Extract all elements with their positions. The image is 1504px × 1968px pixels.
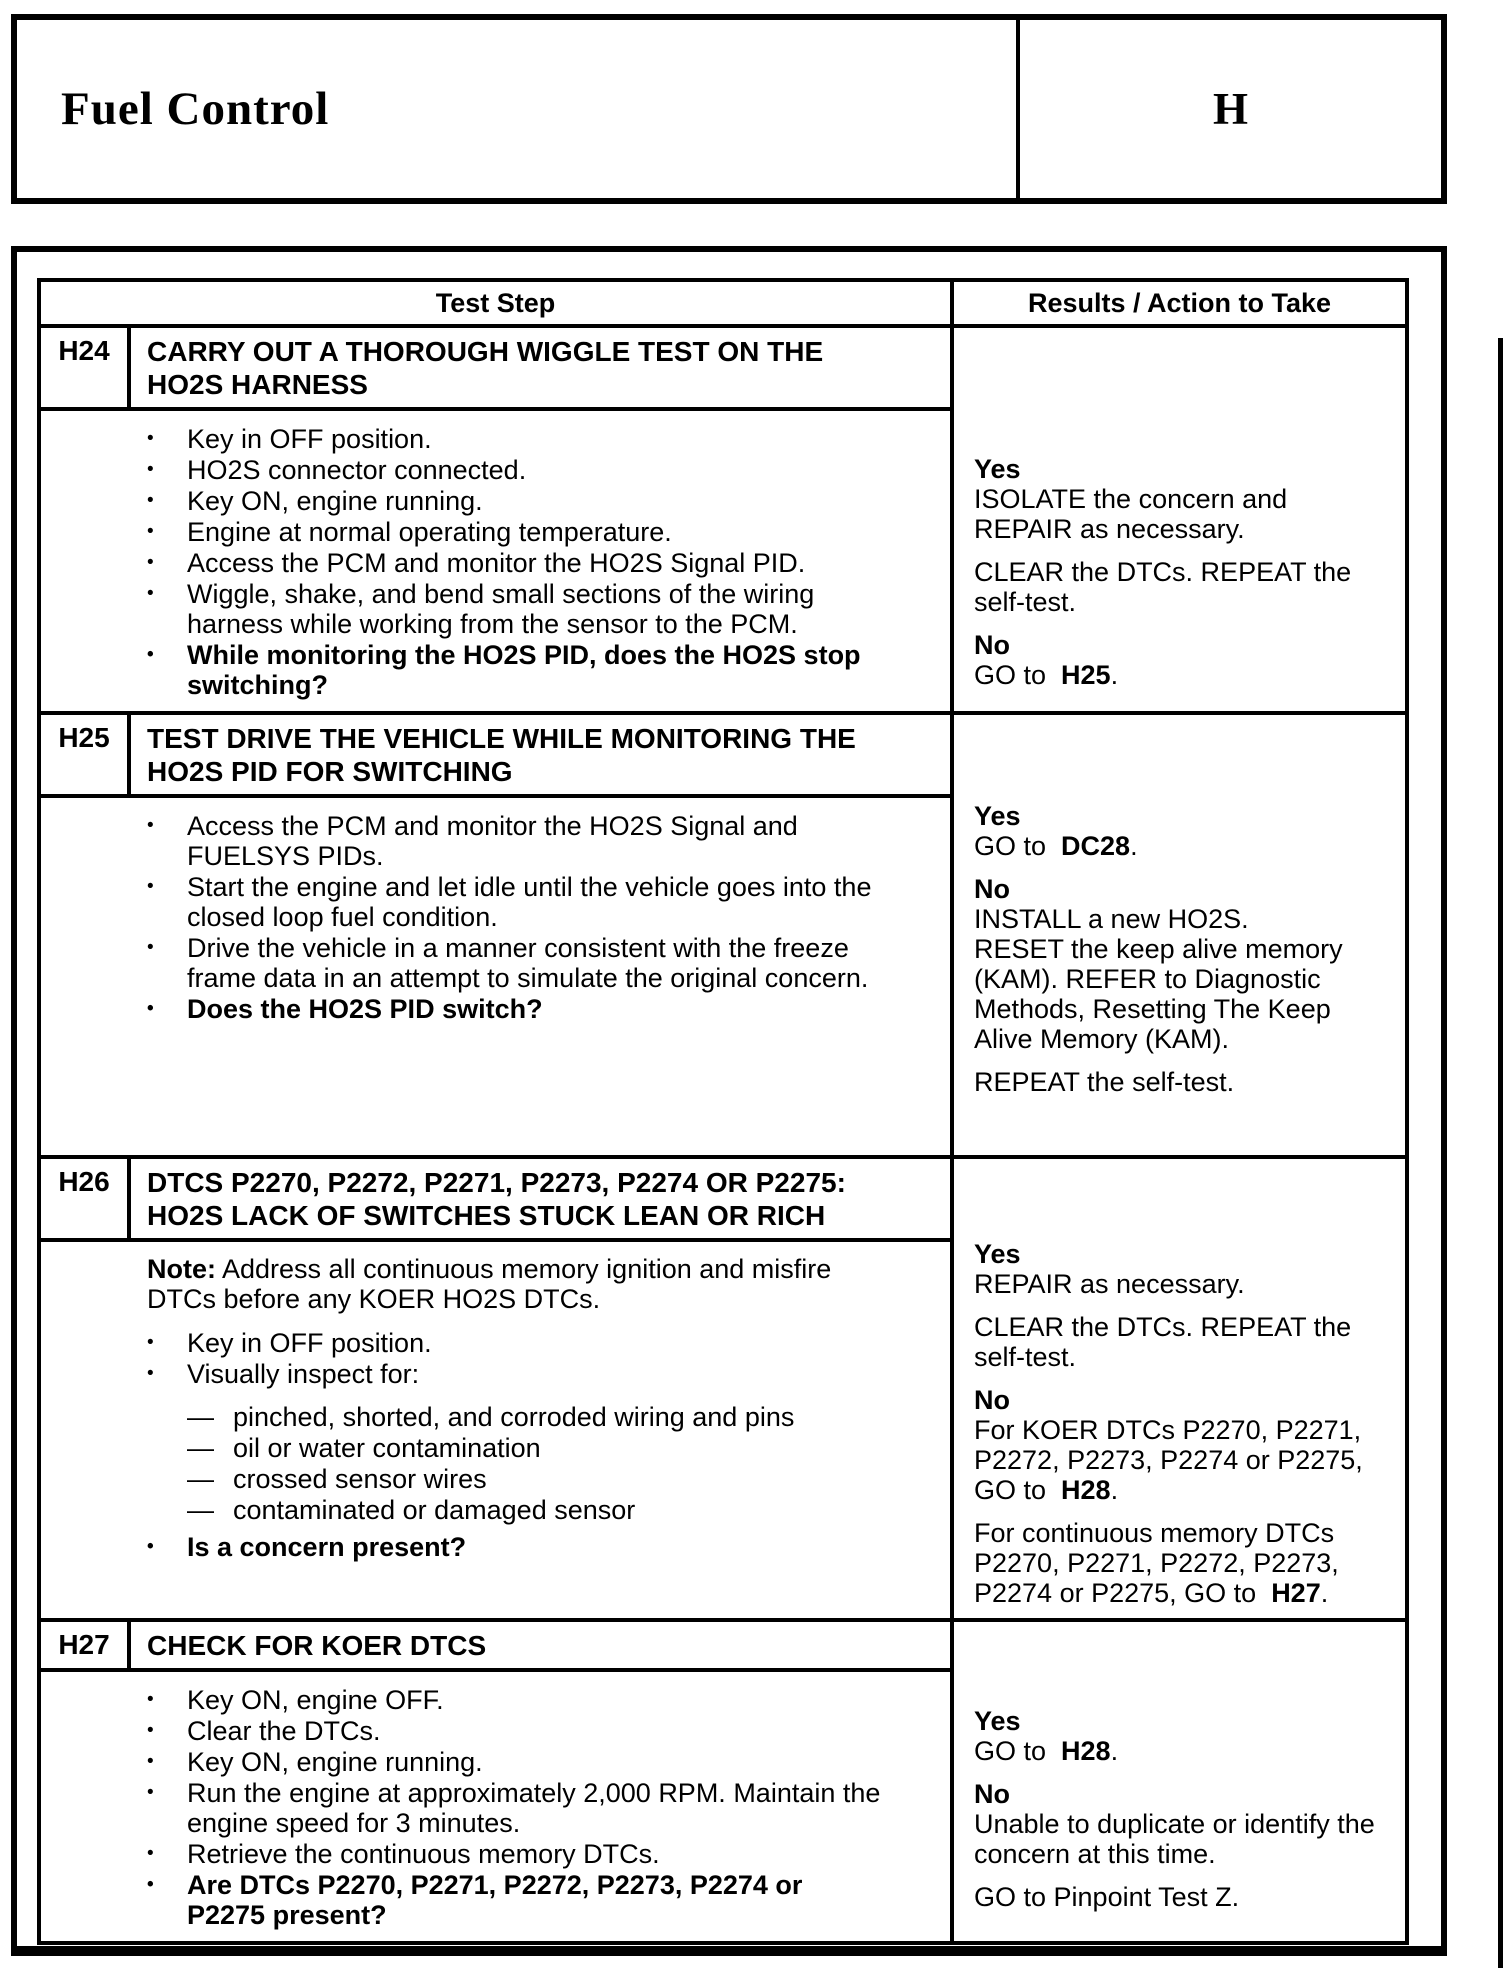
bullet-icon: • [147, 1536, 154, 1557]
step-bullet [147, 517, 926, 547]
result-paragraph [974, 1882, 1393, 1912]
result-answer: Yes [974, 1239, 1021, 1269]
step-text: Key ON, engine OFF. [187, 1685, 444, 1715]
result-answer: No [974, 874, 1010, 904]
dash-icon: — [187, 1464, 214, 1494]
step-text: Visually inspect for: [187, 1359, 420, 1389]
step-note [147, 1254, 859, 1314]
note-text: Address all continuous memory ignition and misfire DTCs before any KOER HO2S DTCs. [147, 1254, 832, 1314]
step-title-line: HO2S HARNESS [147, 369, 368, 400]
step-bullet [147, 1359, 926, 1389]
bullet-icon: • [147, 521, 154, 542]
test-row-h25 [41, 711, 1405, 1155]
note-text: Note: [147, 1254, 216, 1284]
dash-item [187, 1464, 926, 1494]
step-title [131, 1622, 950, 1668]
step-results-cell [954, 1622, 1405, 1941]
result-text: . [1110, 1736, 1119, 1766]
result-text: CLEAR the DTCs. REPEAT the self-test. [974, 557, 1352, 617]
bullet-icon: • [147, 1751, 154, 1772]
step-title-line: CARRY OUT A THOROUGH WIGGLE TEST ON THE [147, 336, 824, 367]
result-text: GO to [974, 831, 1062, 861]
step-bullet [147, 1839, 926, 1869]
step-text: Key ON, engine running. [187, 1747, 483, 1777]
step-bullet [147, 486, 926, 516]
bullet-icon: • [147, 1332, 154, 1353]
step-title [131, 328, 950, 407]
step-instructions [41, 1242, 950, 1618]
result-text: H28 [1061, 1475, 1111, 1505]
bullet-icon: • [147, 876, 154, 897]
bullet-icon: • [147, 428, 154, 449]
bullet-icon: • [147, 1843, 154, 1864]
dash-item [187, 1495, 926, 1525]
dash-list [187, 1402, 926, 1525]
dash-icon: — [187, 1402, 214, 1432]
step-text: Is a concern present? [187, 1532, 467, 1562]
step-text: Drive the vehicle in a manner consistent with the freeze frame data in an attempt to simulate the original concern. [187, 933, 869, 993]
bullet-icon: • [147, 1363, 154, 1384]
dash-item [187, 1433, 926, 1463]
step-text: Engine at normal operating temperature. [187, 517, 672, 547]
step-title [131, 715, 950, 794]
column-header-results: Results / Action to Take [1027, 287, 1332, 318]
step-title-band [41, 1622, 950, 1672]
step-bullet [147, 455, 926, 485]
step-text: Access the PCM and monitor the HO2S Signal and FUELSYS PIDs. [187, 811, 798, 871]
result-text: H27 [1271, 1578, 1321, 1608]
result-text: REPEAT the self-test. [974, 1067, 1235, 1097]
result-paragraph [974, 874, 1393, 1054]
step-bullet [147, 1716, 926, 1746]
step-title-line: CHECK FOR KOER DTCS [147, 1630, 487, 1661]
result-paragraph [974, 801, 1393, 861]
bullet-icon: • [147, 1720, 154, 1741]
step-bullet [147, 1870, 926, 1930]
result-text: RESET the keep alive memory (KAM). REFER to Diagnostic Methods, Resetting The Keep Alive Memory (KAM). [974, 934, 1343, 1054]
scan-edge-artifact [1498, 338, 1503, 1968]
bullet-icon: • [147, 1874, 154, 1895]
table-rows [41, 328, 1405, 1941]
step-bullet [147, 1778, 926, 1838]
step-title-band [41, 328, 950, 411]
result-text: For KOER DTCs P2270, P2271, P2272, P2273, P2274 or P2275, GO to [974, 1415, 1363, 1505]
bullet-icon: • [147, 1689, 154, 1710]
result-paragraph [974, 1518, 1393, 1608]
dash-text: pinched, shorted, and corroded wiring and pins [233, 1402, 795, 1432]
result-paragraph [974, 557, 1393, 617]
step-instructions [41, 411, 950, 711]
step-id: H27 [41, 1622, 131, 1668]
bullet-icon: • [147, 459, 154, 480]
result-text: Unable to duplicate or identify the concern at this time. [974, 1809, 1375, 1869]
bullet-icon: • [147, 937, 154, 958]
table-header-row [41, 282, 1405, 328]
step-bullet [147, 424, 926, 454]
step-id: H25 [41, 715, 131, 794]
step-text: Key in OFF position. [187, 424, 432, 454]
result-answer: Yes [974, 801, 1021, 831]
step-title-band [41, 1159, 950, 1242]
step-text: Wiggle, shake, and bend small sections of the wiring harness while working from the sensor to the PCM. [187, 579, 815, 639]
step-bullet [147, 548, 926, 578]
result-text: . [1320, 1578, 1329, 1608]
dash-text: crossed sensor wires [233, 1464, 487, 1494]
result-text: REPAIR as necessary. [974, 1269, 1245, 1299]
bullet-icon: • [147, 552, 154, 573]
result-paragraph [974, 1706, 1393, 1766]
result-paragraph [974, 630, 1393, 690]
bullet-icon: • [147, 998, 154, 1019]
result-text: . [1110, 660, 1119, 690]
step-bullet [147, 811, 926, 871]
step-bullet [147, 933, 926, 993]
step-results-cell [954, 328, 1405, 711]
step-title-band [41, 715, 950, 798]
dash-icon: — [187, 1433, 214, 1463]
step-text: Start the engine and let idle until the vehicle goes into the closed loop fuel condition. [187, 872, 872, 932]
test-row-h24 [41, 328, 1405, 711]
result-answer: No [974, 1779, 1010, 1809]
dash-text: oil or water contamination [233, 1433, 541, 1463]
test-step-cell [41, 1159, 954, 1618]
step-bullet [147, 872, 926, 932]
result-paragraph [974, 1312, 1393, 1372]
page-header [11, 14, 1447, 204]
result-text: DC28 [1061, 831, 1131, 861]
result-text: GO to Pinpoint Test Z. [974, 1882, 1240, 1912]
step-results-cell [954, 715, 1405, 1155]
step-bullet [147, 579, 926, 639]
page-title-cell [17, 20, 1020, 198]
test-row-h26 [41, 1155, 1405, 1618]
step-text: Key ON, engine running. [187, 486, 483, 516]
bullet-icon: • [147, 490, 154, 511]
bullet-icon: • [147, 583, 154, 604]
result-answer: Yes [974, 1706, 1021, 1736]
step-text: Retrieve the continuous memory DTCs. [187, 1839, 660, 1869]
step-bullet [147, 1532, 926, 1562]
step-text: Clear the DTCs. [187, 1716, 381, 1746]
step-text: HO2S connector connected. [187, 455, 527, 485]
result-text: GO to [974, 660, 1062, 690]
step-title-line: HO2S PID FOR SWITCHING [147, 756, 513, 787]
result-paragraph [974, 454, 1393, 544]
section-letter: H [1212, 84, 1248, 134]
page-title: Fuel Control [61, 83, 330, 135]
step-instructions [41, 1672, 950, 1941]
test-step-cell [41, 715, 954, 1155]
content-box [11, 246, 1447, 1956]
step-results-cell [954, 1159, 1405, 1618]
step-title-line: HO2S LACK OF SWITCHES STUCK LEAN OR RICH [147, 1200, 826, 1231]
test-row-h27 [41, 1618, 1405, 1941]
step-id: H26 [41, 1159, 131, 1238]
result-answer: No [974, 630, 1010, 660]
result-paragraph [974, 1779, 1393, 1869]
step-text: Does the HO2S PID switch? [187, 994, 543, 1024]
step-text: Key in OFF position. [187, 1328, 432, 1358]
result-answer: Yes [974, 454, 1021, 484]
result-answer: No [974, 1385, 1010, 1415]
step-text: Access the PCM and monitor the HO2S Signal PID. [187, 548, 806, 578]
step-title-line: DTCS P2270, P2272, P2271, P2273, P2274 OR P2275: [147, 1167, 846, 1198]
step-instructions [41, 798, 950, 1155]
step-title-line: TEST DRIVE THE VEHICLE WHILE MONITORING THE [147, 723, 856, 754]
test-step-cell [41, 1622, 954, 1941]
step-bullet [147, 1685, 926, 1715]
bullet-icon: • [147, 815, 154, 836]
step-bullet [147, 994, 926, 1024]
result-text: INSTALL a new HO2S. [974, 904, 1249, 934]
result-text: . [1130, 831, 1138, 861]
step-bullet [147, 1328, 926, 1358]
result-text: CLEAR the DTCs. REPEAT the self-test. [974, 1312, 1352, 1372]
bullet-icon: • [147, 1782, 154, 1803]
section-letter-cell [1020, 20, 1441, 198]
result-text: ISOLATE the concern and REPAIR as necessary. [974, 484, 1288, 544]
result-text: H28 [1061, 1736, 1111, 1766]
bullet-icon: • [147, 644, 154, 665]
step-text: Run the engine at approximately 2,000 RPM. Maintain the engine speed for 3 minutes. [187, 1778, 881, 1838]
pinpoint-test-table [37, 278, 1409, 1945]
dash-icon: — [187, 1495, 214, 1525]
result-paragraph [974, 1239, 1393, 1299]
dash-text: contaminated or damaged sensor [233, 1495, 636, 1525]
result-text: H25 [1061, 660, 1111, 690]
step-text: While monitoring the HO2S PID, does the HO2S stop switching? [187, 640, 861, 700]
step-text: Are DTCs P2270, P2271, P2272, P2273, P2274 or P2275 present? [187, 1870, 803, 1930]
result-text: GO to [974, 1736, 1062, 1766]
dash-item [187, 1402, 926, 1432]
test-step-cell [41, 328, 954, 711]
step-title [131, 1159, 950, 1238]
result-text: For continuous memory DTCs P2270, P2271, P2272, P2273, P2274 or P2275, GO to [974, 1518, 1339, 1608]
column-header-test-step: Test Step [41, 282, 954, 324]
result-text: . [1110, 1475, 1119, 1505]
result-paragraph [974, 1067, 1393, 1097]
step-bullet [147, 640, 926, 700]
result-paragraph [974, 1385, 1393, 1505]
step-bullet [147, 1747, 926, 1777]
step-id: H24 [41, 328, 131, 407]
